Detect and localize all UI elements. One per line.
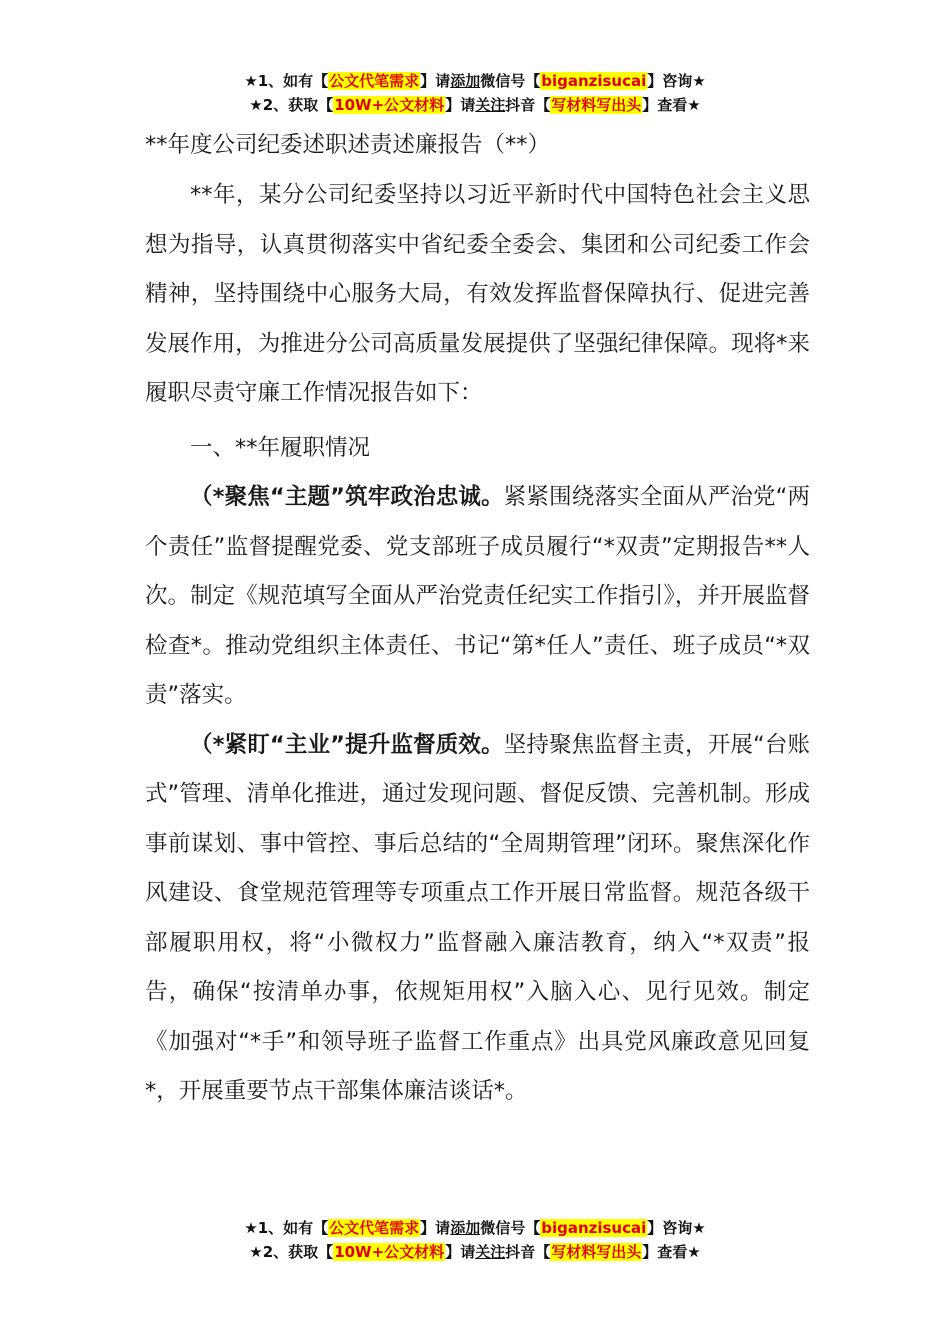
highlight-materials: 10W+公文材料 (334, 1243, 445, 1261)
paragraph-1 (145, 473, 810, 721)
highlight-wechat-id: biganzisucai (541, 72, 647, 90)
paragraph-2-heading: （*紧盯“主业”提升监督质效。 (190, 731, 504, 758)
highlight-wechat-id: biganzisucai (541, 1219, 647, 1237)
highlight-service: 公文代笔需求 (329, 72, 420, 90)
highlight-douyin-account: 写材料写出头 (551, 96, 642, 114)
section-heading: 一、**年履职情况 (190, 434, 371, 461)
highlight-materials: 10W+公文材料 (334, 96, 445, 114)
document-body (145, 125, 810, 1117)
banner-line-2: ★2、获取【10W+公文材料】请关注抖音【写材料写出头】查看★ (249, 1243, 701, 1261)
bottom-banner (0, 1216, 950, 1264)
paragraph-1-heading: （*聚焦“主题”筑牢政治忠诚。 (190, 484, 504, 510)
document-title: **年度公司纪委述职述责述廉报告（**） (145, 132, 551, 158)
highlight-service: 公文代笔需求 (329, 1219, 420, 1237)
banner-line-1: ★1、如有【公文代笔需求】请添加微信号【biganzisucai】咨询★ (244, 1219, 706, 1237)
top-banner (0, 69, 950, 117)
banner-line-1: ★1、如有【公文代笔需求】请添加微信号【biganzisucai】咨询★ (244, 72, 706, 90)
paragraph-1-text: 紧紧围绕落实全面从严治党“两个责任”监督提醒党委、党支部班子成员履行“*双责”定期报告**人次。制定《规范填写全面从严治党责任纪实工作指引》，并开展监督检查*。推动党组织主体责任、书记“第*任人”责任、班子成员“*双责”落实。 (145, 484, 810, 708)
paragraph-2-text: 坚持聚焦监督主责，开展“台账式”管理、清单化推进，通过发现问题、督促反馈、完善机制。形成事前谋划、事中管控、事后总结的“全周期管理”闭环。聚焦深化作风建设、食堂规范管理等专项重点工作开展日常监督。规范各级干部履职用权，将“小微权力”监督融入廉洁教育，纳入“*双责”报告，确保“按清单办事，依规矩用权”入脑入心、见行见效。制定《加强对“*手”和领导班子监督工作重点》出具党风廉政意见回复*，开展重要节点干部集体廉洁谈话*。 (145, 731, 810, 1104)
highlight-douyin-account: 写材料写出头 (551, 1243, 642, 1261)
intro-paragraph: **年，某分公司纪委坚持以习近平新时代中国特色社会主义思想为指导，认真贯彻落实中省纪委全委会、集团和公司纪委工作会精神，坚持围绕中心服务大局，有效发挥监督保障执行、促进完善发展作用，为推进分公司高质量发展提供了坚强纪律保障。现将*来履职尽责守廉工作情况报告如下： (145, 182, 810, 406)
paragraph-2 (145, 721, 810, 1117)
banner-line-2: ★2、获取【10W+公文材料】请关注抖音【写材料写出头】查看★ (249, 96, 701, 114)
